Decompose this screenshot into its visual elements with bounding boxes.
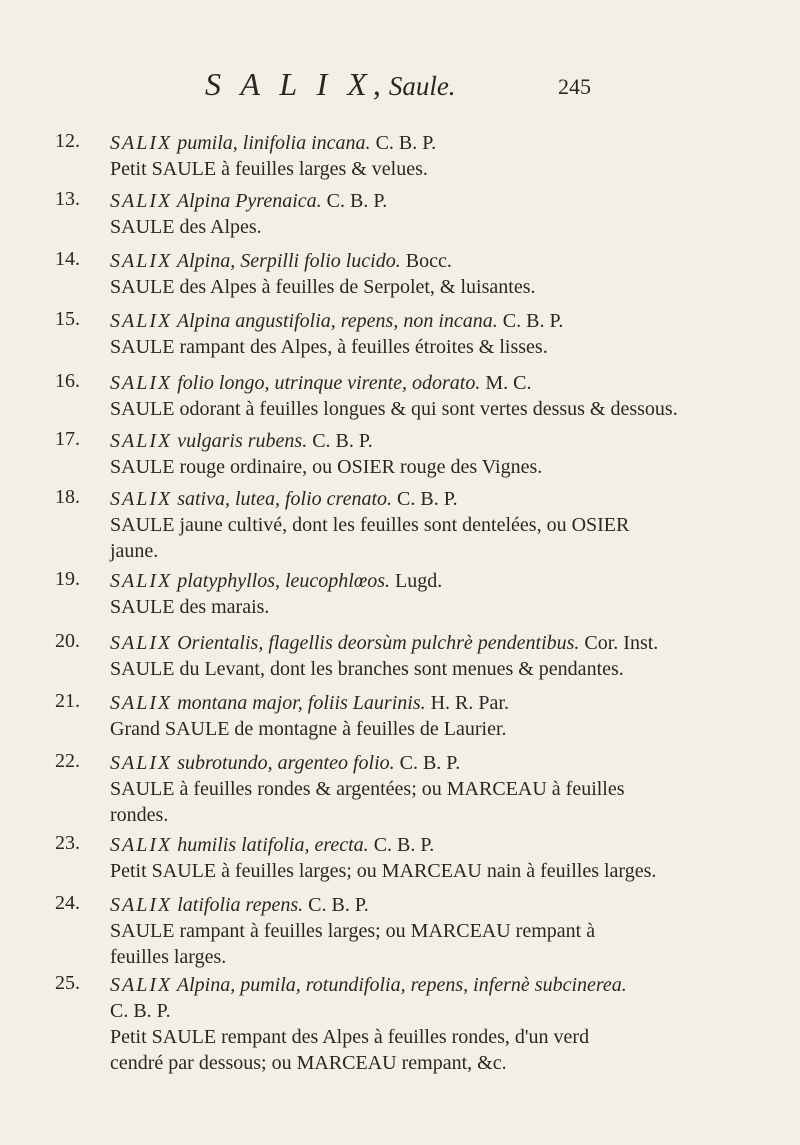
epithet: sativa, lutea, folio crenato. [172,488,393,510]
epithet: Alpina, Serpilli folio lucido. [172,250,401,272]
french-name: cendré par dessous; ou MARCEAU rempant, &c. [110,1052,507,1074]
french-name: SAULE à feuilles rondes & argentées; ou MARCEAU à feuilles [110,778,625,800]
entry-number: 16. [55,370,80,392]
genus: SALIX [110,894,173,916]
epithet: Orientalis, flagellis deorsùm pulchrè pendentibus. [172,632,580,654]
latin-name [110,486,800,512]
running-header [0,66,800,106]
french-name: Grand SAULE de montagne à feuilles de Laurier. [110,718,507,740]
entry-number: 15. [55,308,80,330]
entry-number: 17. [55,428,80,450]
authority: C. B. P. [303,894,369,916]
latin-name [110,188,800,214]
entry-number: 25. [55,972,80,994]
latin-name [110,130,800,156]
epithet: folio longo, utrinque virente, odorato. [172,372,481,394]
french-name: jaune. [110,540,159,562]
entry-number: 24. [55,892,80,914]
epithet: latifolia repens. [172,894,304,916]
latin-name [110,248,800,274]
latin-name [110,832,800,858]
epithet: Alpina Pyrenaica. [172,190,322,212]
epithet: montana major, foliis Laurinis. [172,692,426,714]
french-name: Petit SAULE à feuilles larges & velues. [110,158,428,180]
french-name: Petit SAULE à feuilles larges; ou MARCEAU nain à feuilles larges. [110,860,657,882]
genus: SALIX [110,310,173,332]
authority: C. B. P. [321,190,388,212]
page-number: 245 [558,74,591,99]
french-name: SAULE rampant des Alpes, à feuilles étroites & lisses. [110,336,548,358]
entry-number: 22. [55,750,80,772]
epithet: platyphyllos, leucophlœos. [172,570,390,592]
french-name: C. B. P. [110,1000,171,1022]
authority: M. C. [480,372,532,394]
authority: C. B. P. [307,430,373,452]
entry-number: 14. [55,248,80,270]
french-name: SAULE des marais. [110,596,270,618]
entry-number: 18. [55,486,80,508]
genus: SALIX [110,834,173,856]
genus: SALIX [110,974,173,996]
genus: SALIX [110,190,173,212]
epithet: Alpina angustifolia, repens, non incana. [172,310,498,332]
french-name: SAULE du Levant, dont les branches sont menues & pendantes. [110,658,624,680]
entry-number: 21. [55,690,80,712]
epithet: vulgaris rubens. [172,430,308,452]
genus: SALIX [110,632,173,654]
authority: Bocc. [400,250,452,272]
genus: SALIX [110,752,173,774]
latin-name [110,750,800,776]
latin-name [110,568,800,594]
french-name: Petit SAULE rempant des Alpes à feuilles rondes, d'un verd [110,1026,590,1048]
french-name: SAULE des Alpes. [110,216,262,238]
epithet: subrotundo, argenteo folio. [172,752,395,774]
running-title: S A L I X, Saule. [205,66,456,102]
genus: SALIX [110,132,173,154]
epithet: humilis latifolia, erecta. [172,834,369,856]
latin-name [110,370,800,396]
authority: C. B. P. [394,752,461,774]
french-name: SAULE des Alpes à feuilles de Serpolet, & luisantes. [110,276,536,298]
genus: SALIX [110,430,173,452]
latin-name [110,630,800,656]
entry-number: 20. [55,630,80,652]
genus: SALIX [110,372,173,394]
genus-title: S A L I X [205,66,373,102]
entry-number: 13. [55,188,80,210]
authority: H. R. Par. [425,692,509,714]
french-name: SAULE rampant à feuilles larges; ou MARCEAU rempant à [110,920,596,942]
authority: C. B. P. [368,834,435,856]
latin-name [110,690,800,716]
genus: SALIX [110,692,173,714]
entry-number: 19. [55,568,80,590]
genus: SALIX [110,488,173,510]
authority: C. B. P. [370,132,437,154]
authority: C. B. P. [392,488,458,510]
genus: SALIX [110,250,173,272]
french-name: SAULE odorant à feuilles longues & qui sont vertes dessus & dessous. [110,398,678,420]
french-name: rondes. [110,804,169,826]
french-name: SAULE jaune cultivé, dont les feuilles sont dentelées, ou OSIER [110,514,630,536]
latin-name [110,972,800,998]
french-name: SAULE rouge ordinaire, ou OSIER rouge des Vignes. [110,456,543,478]
authority: Lugd. [389,570,443,592]
latin-name [110,892,800,918]
latin-name [110,428,800,454]
authority: Cor. Inst. [579,632,659,654]
authority: C. B. P. [497,310,564,332]
french-name: feuilles larges. [110,946,227,968]
common-name: Saule. [388,71,456,101]
latin-name [110,308,800,334]
entry-number: 12. [55,130,80,152]
entry-number: 23. [55,832,80,854]
epithet: Alpina, pumila, rotundifolia, repens, infernè subcinerea. [172,974,627,996]
genus: SALIX [110,570,173,592]
epithet: pumila, linifolia incana. [172,132,371,154]
